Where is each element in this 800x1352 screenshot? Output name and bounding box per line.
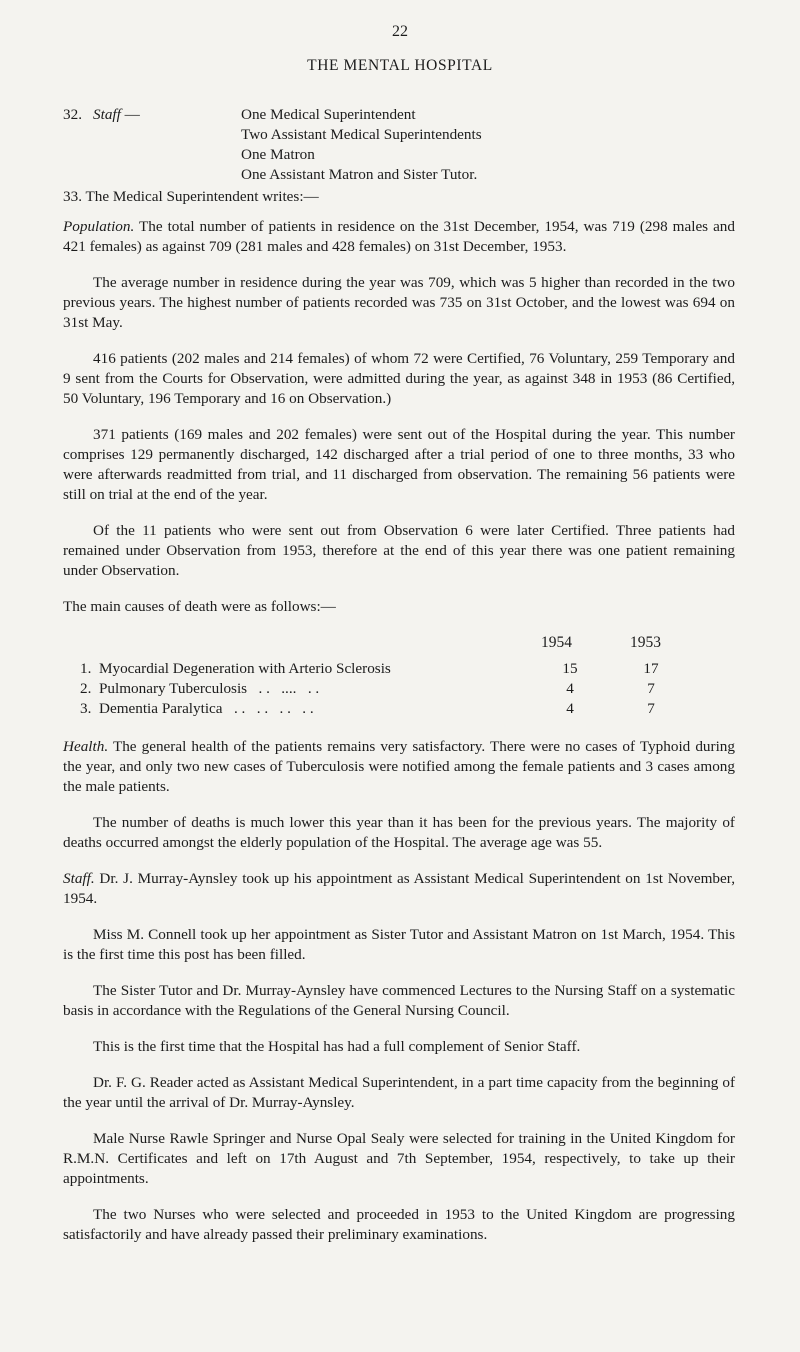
death-cause-row — [80, 679, 319, 699]
staff-item: One Medical Superintendent — [241, 106, 416, 123]
population-paragraph-3: 416 patients (202 males and 214 females) of whom 72 were Certified, 76 Voluntary, 259 Temporary and 9 sent from the Courts for Observation, were admitted during the year, as against 348 in 1953 (86 Certified, 50 Voluntary, 196 Temporary and 16 on Observation.) — [63, 350, 735, 407]
deaths-intro: The main causes of death were as follows:— — [63, 598, 336, 615]
leader-dots: . . .... . . — [258, 680, 320, 697]
population-heading: Population. — [63, 218, 135, 235]
health-text-1: The general health of the patients remains very satisfactory. There were no cases of Typhoid during the year, and only two new cases of Tuberculosis were notified among the female patients and 3 cases among the male patients. — [63, 738, 735, 795]
population-paragraph-5: Of the 11 patients who were sent out from Observation 6 were later Certified. Three patients had remained under Observation from 1953, therefore at the end of this year there was one patient remaining under Observation. — [63, 522, 735, 579]
death-cause-row — [80, 699, 314, 719]
row-number: 1. — [80, 660, 92, 677]
staff-item: Two Assistant Medical Superintendents — [241, 126, 482, 143]
population-paragraph-1 — [63, 217, 735, 257]
value-1953: 7 — [647, 680, 655, 697]
staff-paragraph-6: Male Nurse Rawle Springer and Nurse Opal Sealy were selected for training in the United Kingdom for R.M.N. Certificates and left on 17th August and 7th September, 1954, respectively, to take up their appointments. — [63, 1130, 735, 1187]
staff-paragraph-2: Miss M. Connell took up her appointment as Sister Tutor and Assistant Matron on 1st March, 1954. This is the first time this post has been filled. — [63, 926, 735, 963]
staff-notes-heading: Staff. — [63, 870, 95, 887]
population-text-1: The total number of patients in residence on the 31st December, 1954, was 719 (298 males and 421 females) as against 709 (281 males and 428 females) on 31st December, 1953. — [63, 218, 735, 255]
row-number: 2. — [80, 680, 92, 697]
cause-name: Myocardial Degeneration with Arterio Sclerosis — [98, 660, 391, 677]
staff-text-1: Dr. J. Murray-Aynsley took up his appointment as Assistant Medical Superintendent on 1st November, 1954. — [63, 870, 735, 907]
report-body — [63, 217, 735, 1261]
staff-item: One Assistant Matron and Sister Tutor. — [241, 166, 478, 183]
staff-paragraph-4: This is the first time that the Hospital has had a full complement of Senior Staff. — [93, 1038, 581, 1055]
staff-paragraph-7: The two Nurses who were selected and proceeded in 1953 to the United Kingdom are progressing satisfactorily and have already passed their preliminary examinations. — [63, 1206, 735, 1243]
deaths-table — [63, 633, 735, 723]
staff-list — [241, 105, 741, 185]
page-number: 22 — [392, 23, 408, 40]
health-paragraph-1 — [63, 737, 735, 797]
value-1954: 4 — [566, 680, 574, 697]
staff-paragraph-1 — [63, 869, 735, 909]
staff-dash: — — [124, 106, 140, 123]
cause-name: Pulmonary Tuberculosis — [98, 680, 248, 697]
year-header-1953: 1953 — [630, 634, 661, 651]
section-33-intro: 33. The Medical Superintendent writes:— — [63, 188, 319, 205]
staff-label: Staff — [93, 106, 121, 123]
population-paragraph-2: The average number in residence during the year was 709, which was 5 higher than recorded in the two previous years. The highest number of patients recorded was 735 on 31st October, and the lowest was 694 on 31st May. — [63, 274, 735, 331]
health-paragraph-2: The number of deaths is much lower this year than it has been for the previous years. The majority of deaths occurred amongst the elderly population of the Hospital. The average age was 55. — [63, 814, 735, 851]
staff-item: One Matron — [241, 146, 315, 163]
staff-paragraph-3: The Sister Tutor and Dr. Murray-Aynsley have commenced Lectures to the Nursing Staff on a systematic basis in accordance with the Regulations of the General Nursing Council. — [63, 982, 735, 1019]
row-number: 3. — [80, 700, 92, 717]
cause-name: Dementia Paralytica — [98, 700, 223, 717]
year-header-1954: 1954 — [541, 634, 572, 651]
value-1954: 4 — [566, 700, 574, 717]
staff-paragraph-5: Dr. F. G. Reader acted as Assistant Medical Superintendent, in a part time capacity from the beginning of the year until the arrival of Dr. Murray-Aynsley. — [63, 1074, 735, 1111]
value-1953: 7 — [647, 700, 655, 717]
value-1953: 17 — [643, 660, 659, 677]
population-paragraph-4: 371 patients (169 males and 202 females) were sent out of the Hospital during the year. This number comprises 129 permanently discharged, 142 discharged after a trial period of one to three months, 33 who were afterwards readmitted from trial, and 11 discharged from observation. The remaining 56 patients were still on trial at the end of the year. — [63, 426, 735, 503]
leader-dots: . . . . . . . . — [233, 700, 314, 717]
section-number: 32. — [63, 106, 82, 123]
value-1954: 15 — [562, 660, 578, 677]
death-cause-row — [80, 659, 391, 679]
page-title: THE MENTAL HOSPITAL — [307, 57, 493, 74]
health-heading: Health. — [63, 738, 109, 755]
staff-section — [63, 105, 482, 183]
